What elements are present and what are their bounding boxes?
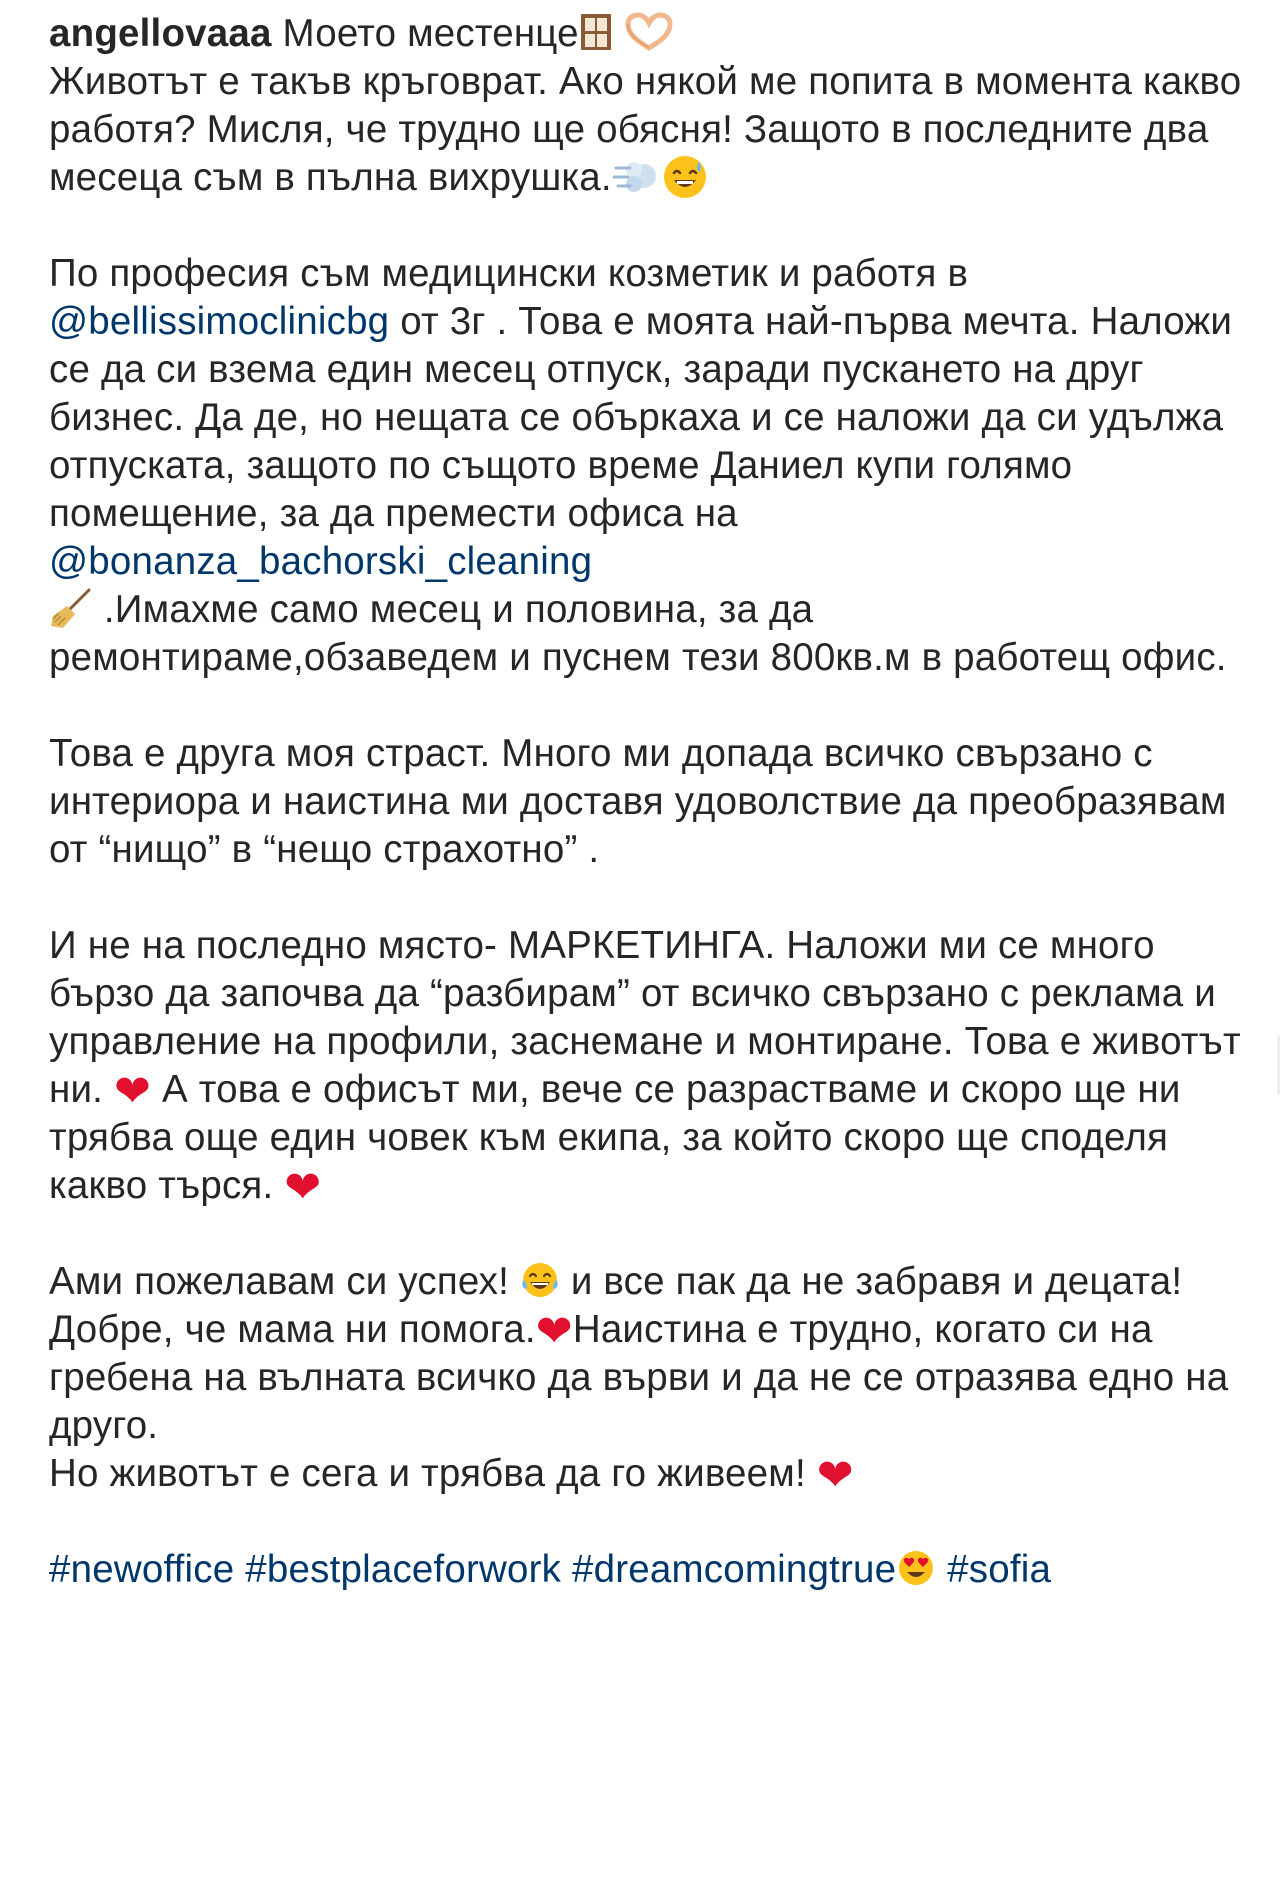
heart-icon: ❤ — [284, 1162, 322, 1213]
caption-paragraph-3 — [49, 730, 1249, 874]
hashtag-sofia[interactable]: #sofia — [947, 1548, 1052, 1591]
caption-paragraph-1 — [49, 10, 1249, 202]
heart-eyes-icon — [896, 1548, 936, 1588]
hashtag-bestplaceforwork[interactable]: #bestplaceforwork — [245, 1548, 562, 1591]
office-text: А това е офисът ми, вече се разрастваме и скоро ще ни трябва още един човек към екипа, за който скоро ще споделя какво търся. — [49, 1068, 1181, 1207]
renovation-text: .Имахме само месец и половина, за да ремонтираме,обзаведем и пуснем тези 800кв.м в работещ офис. — [49, 588, 1227, 679]
sweat-smile-icon — [662, 154, 708, 200]
hashtag-dreamcomingtrue[interactable]: #dreamcomingtrue — [572, 1548, 897, 1591]
marketing-text: И не на последно място- МАРКЕТИНГА. Наложи ми се много бързо да започва да “разбирам” от всичко свързано с реклама и управление на профили, заснемане и монтиране. Това е животът ни. — [49, 924, 1241, 1111]
tears-of-joy-icon — [520, 1260, 560, 1300]
post-caption — [49, 10, 1249, 1594]
intro-text: Животът е такъв кръговрат. Ако някой ме попита в момента какво работя? Мисля, че трудно ще обясня! Защото в последните два месеца съм в пълна вихрушка. — [49, 60, 1242, 199]
passion-text: Това е друга моя страст. Много ми допада всичко свързано с интериора и наистина ми доставя удоволствие да преобразявам от “нищо” в “нещо страхотно” . — [49, 732, 1227, 871]
live-text: Но животът е сега и трябва да го живеем! — [49, 1452, 817, 1495]
caption-paragraph-2 — [49, 250, 1249, 682]
hashtag-newoffice[interactable]: #newoffice — [49, 1548, 235, 1591]
heart-icon: ❤ — [113, 1066, 152, 1117]
caption-paragraph-5 — [49, 1258, 1249, 1501]
broom-icon — [49, 586, 93, 630]
wave-text: Наистина е трудно, когато си на гребена на вълната всичко да върви и да не се отразява едно на друго. — [49, 1308, 1229, 1447]
mention-link-bellissimo[interactable]: @bellissimoclinicbg — [49, 300, 390, 343]
heart-icon: ❤ — [816, 1450, 854, 1501]
wish-text: Ами пожелавам си успех! — [49, 1260, 520, 1303]
username-link[interactable]: angellovaaa — [49, 12, 272, 55]
mention-link-bonanza[interactable]: @bonanza_bachorski_cleaning — [49, 540, 593, 583]
profession-text: По професия съм медицински козметик и работя в — [49, 252, 969, 295]
post-title: Моето местенце — [282, 12, 579, 55]
story-text: от 3г . Това е моята най-първа мечта. Наложи се да си взема един месец отпуск, заради пускането на друг бизнес. Да де, но нещата се объркаха и се наложи да си удължа отпуската, защото по същото време Даниел купи голямо помещение, за да премести офиса на — [49, 300, 1233, 535]
dash-icon — [612, 154, 662, 200]
window-icon — [579, 12, 613, 52]
kids-text: и все пак да не забравя и децата! Добре, че мама ни помога. — [49, 1260, 1183, 1351]
hashtags-line — [49, 1546, 1249, 1594]
heart-hands-icon — [624, 12, 674, 52]
heart-icon: ❤ — [535, 1306, 573, 1357]
scrollbar[interactable] — [1277, 1035, 1280, 1095]
caption-paragraph-4 — [49, 922, 1249, 1213]
